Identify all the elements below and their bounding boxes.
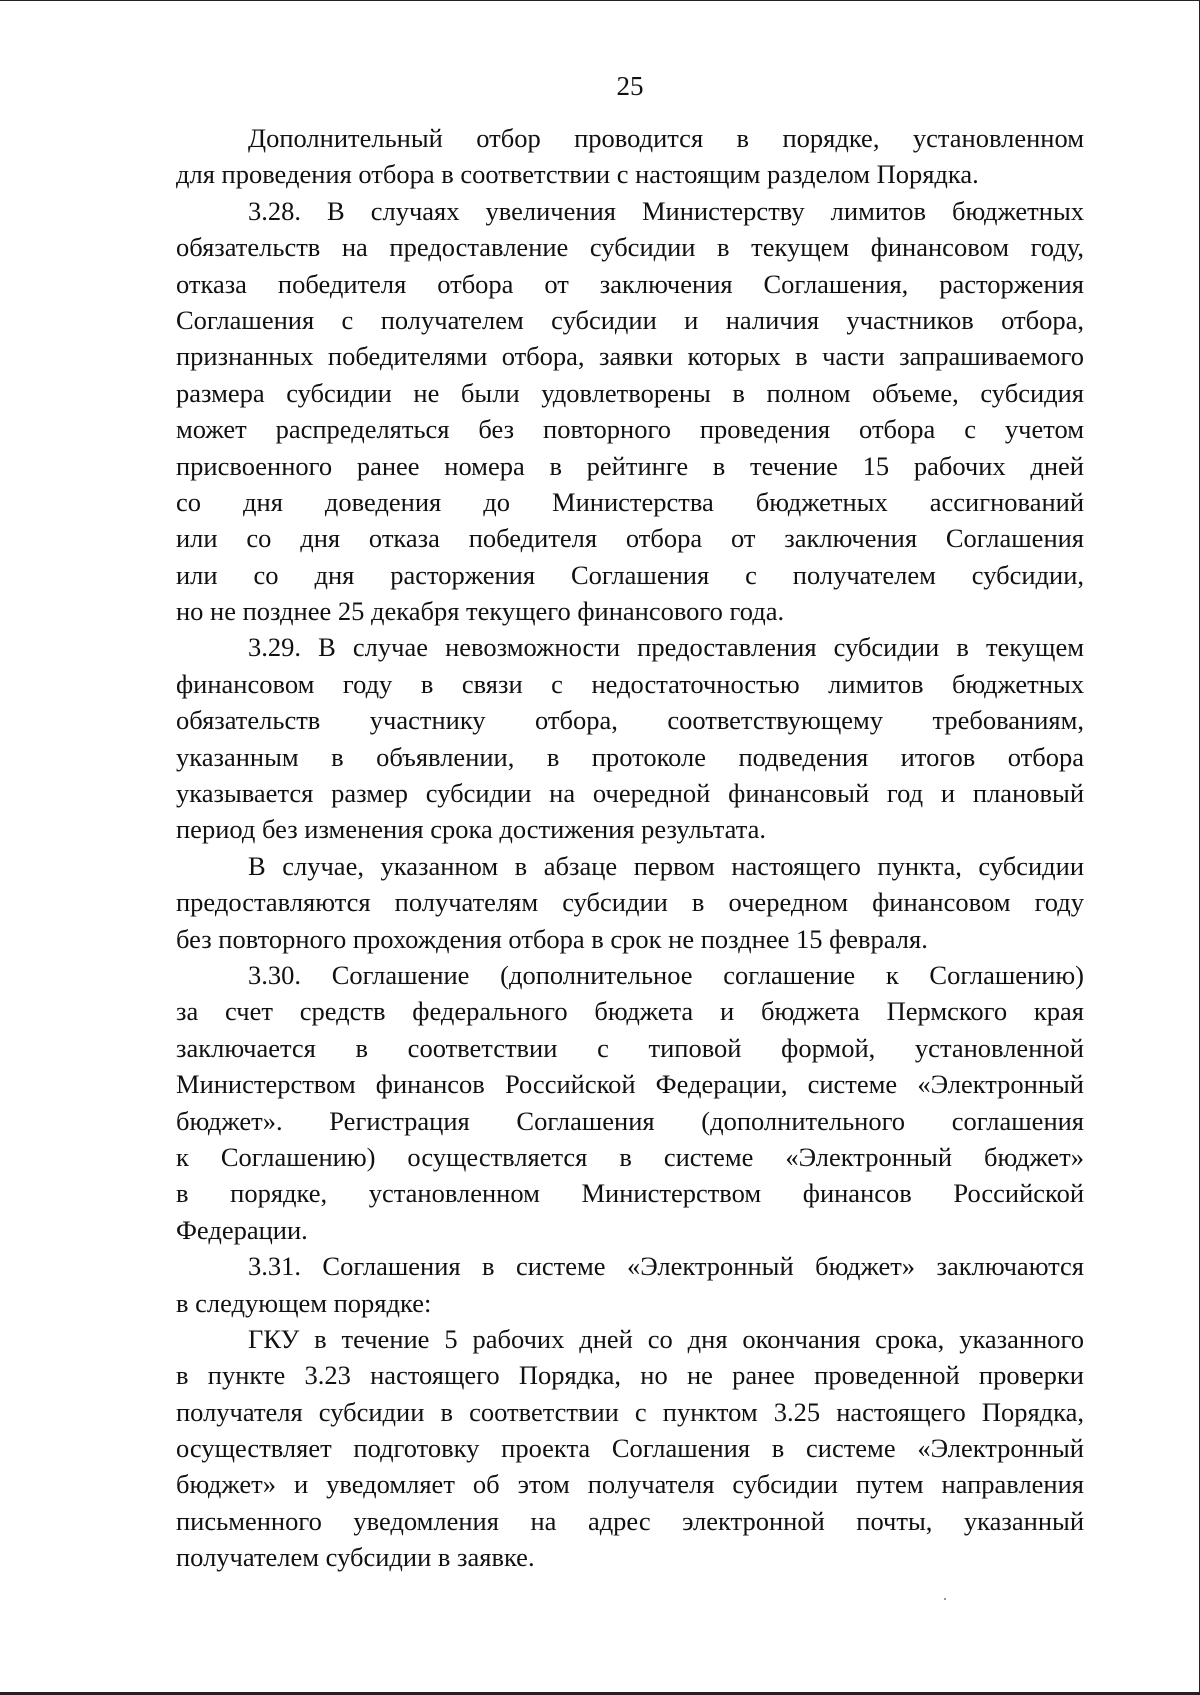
paragraph — [176, 1321, 1084, 1576]
text-line: размера субсидии не были удовлетворены в полном объеме, субсидия — [176, 377, 1084, 408]
text-line: В случае, указанном в абзаце первом настоящего пункта, субсидии — [248, 850, 1084, 881]
text-line: заключается в соответствии с типовой формой, установленной — [176, 1032, 1084, 1063]
paragraph — [176, 629, 1084, 847]
text-line: но не позднее 25 декабря текущего финансового года. — [176, 596, 785, 627]
page-number: 25 — [616, 71, 644, 101]
text-line: получателя субсидии в соответствии с пунктом 3.25 настоящего Порядка, — [176, 1396, 1084, 1427]
text-line: для проведения отбора в соответствии с настоящим разделом Порядка. — [176, 159, 979, 190]
text-line: присвоенного ранее номера в рейтинге в течение 15 рабочих дней — [176, 450, 1084, 481]
text-line: 3.28. В случаях увеличения Министерству лимитов бюджетных — [248, 195, 1084, 226]
text-line: ГКУ в течение 5 рабочих дней со дня окончания срока, указанного — [248, 1323, 1084, 1354]
text-line: Дополнительный отбор проводится в порядке, установленном — [248, 123, 1084, 153]
text-line: указанным в объявлении, в протоколе подведения итогов отбора — [176, 741, 1084, 772]
text-line: или со дня расторжения Соглашения с получателем субсидии, — [176, 559, 1084, 590]
text-line: без повторного прохождения отбора в срок не позднее 15 февраля. — [176, 923, 928, 954]
text-line: в порядке, установленном Министерством финансов Российской — [176, 1178, 1084, 1209]
paragraph — [176, 120, 1084, 193]
text-line: обязательств участнику отбора, соответствующему требованиям, — [176, 705, 1084, 736]
text-line: 3.31. Соглашения в системе «Электронный бюджет» заключаются — [248, 1251, 1084, 1282]
text-line: предоставляются получателям субсидии в очередном финансовом году — [176, 887, 1084, 918]
text-line: отказа победителя отбора от заключения Соглашения, расторжения — [176, 268, 1084, 299]
text-line: 3.30. Соглашение (дополнительное соглашение к Соглашению) — [248, 959, 1084, 990]
text-line: получателем субсидии в заявке. — [176, 1542, 535, 1573]
paragraph — [176, 1248, 1084, 1321]
text-line: бюджет». Регистрация Соглашения (дополнительного соглашения — [176, 1105, 1084, 1136]
text-line: Федерации. — [176, 1214, 308, 1245]
text-line: финансовом году в связи с недостаточностью лимитов бюджетных — [176, 668, 1084, 699]
text-line: может распределяться без повторного проведения отбора с учетом — [176, 414, 1084, 445]
text-line: письменного уведомления на адрес электронной почты, указанный — [176, 1505, 1084, 1536]
text-line: Министерством финансов Российской Федерации, системе «Электронный — [176, 1069, 1084, 1100]
text-line: признанных победителями отбора, заявки которых в части запрашиваемого — [176, 341, 1084, 372]
text-line: указывается размер субсидии на очередной финансовый год и плановый — [176, 778, 1084, 809]
paragraph — [176, 193, 1084, 630]
text-line: в пункте 3.23 настоящего Порядка, но не ранее проведенной проверки — [176, 1360, 1084, 1391]
scan-edge-top — [0, 0, 1200, 1]
text-line: Соглашения с получателем субсидии и наличия участников отбора, — [176, 304, 1084, 335]
text-line: к Соглашению) осуществляется в системе «Электронный бюджет» — [176, 1141, 1084, 1172]
text-line: обязательств на предоставление субсидии в текущем финансовом году, — [176, 232, 1084, 263]
paragraph — [176, 848, 1084, 957]
document-body — [176, 120, 1084, 1576]
text-line: со дня доведения до Министерства бюджетных ассигнований — [176, 486, 1084, 517]
text-line: или со дня отказа победителя отбора от заключения Соглашения — [176, 523, 1084, 554]
text-line: осуществляет подготовку проекта Соглашения в системе «Электронный — [176, 1433, 1084, 1464]
text-line: за счет средств федерального бюджета и бюджета Пермского края — [176, 996, 1084, 1027]
paragraph — [176, 957, 1084, 1248]
text-line: период без изменения срока достижения результата. — [176, 814, 767, 845]
text-line: бюджет» и уведомляет об этом получателя субсидии путем направления — [176, 1469, 1084, 1500]
text-line: в следующем порядке: — [176, 1287, 432, 1318]
scan-speck — [944, 1598, 946, 1600]
text-line: 3.29. В случае невозможности предоставления субсидии в текущем — [248, 632, 1084, 663]
